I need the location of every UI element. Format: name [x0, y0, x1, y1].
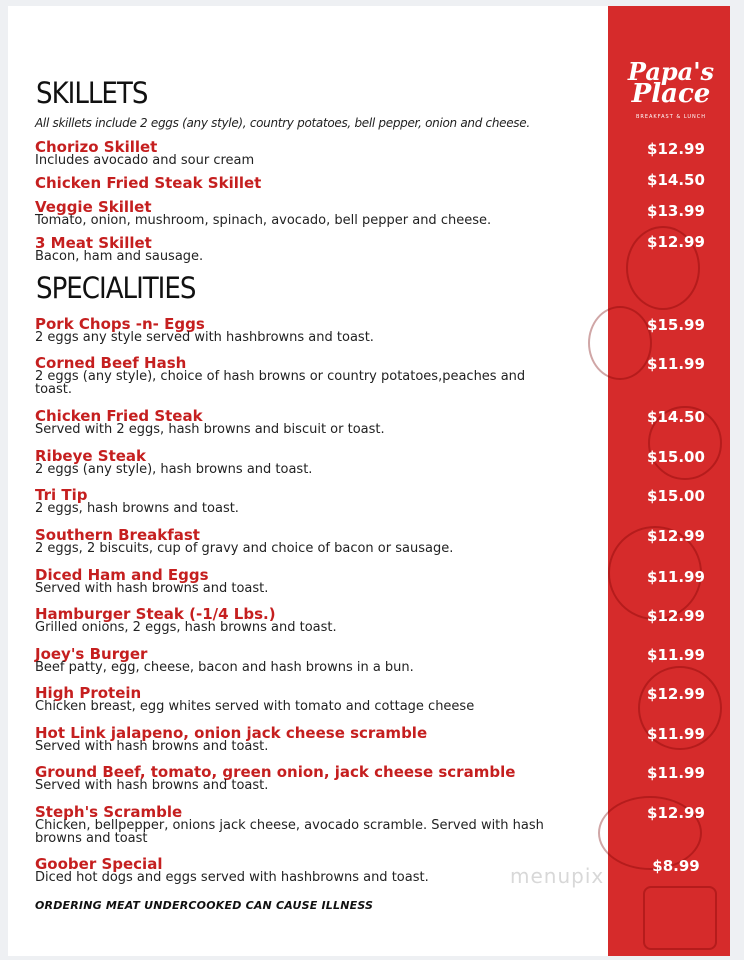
logo-line2: Place [631, 79, 711, 109]
item-name: Steph's Scramble [35, 803, 183, 821]
food-safety-disclaimer: ORDERING MEAT UNDERCOOKED CAN CAUSE ILLNESS [35, 899, 374, 912]
logo-subtitle: BREAKFAST & LUNCH [635, 114, 707, 120]
item-price: $12.99 [647, 804, 705, 822]
menu-item [35, 317, 595, 344]
papas-place-logo [614, 50, 728, 130]
skillets-note: All skillets include 2 eggs (any style), country potatoes, bell pepper, onion and cheese. [35, 116, 530, 130]
item-name: Corned Beef Hash [35, 354, 187, 372]
menu-page [8, 6, 730, 956]
item-price: $15.00 [647, 448, 705, 466]
item-price: $12.99 [647, 685, 705, 703]
item-price: $8.99 [652, 857, 700, 875]
item-description: 2 eggs (any style), hash browns and toast. [35, 462, 313, 477]
menu-item [35, 236, 595, 263]
item-price: $12.99 [647, 233, 705, 251]
menu-item [35, 647, 595, 674]
item-price: $12.99 [647, 607, 705, 625]
menu-item [35, 686, 595, 713]
item-description: Bacon, ham and sausage. [35, 249, 204, 264]
item-price: $12.99 [647, 527, 705, 545]
item-name: Ribeye Steak [35, 447, 147, 465]
item-name: Veggie Skillet [35, 198, 152, 216]
item-price: $14.50 [647, 408, 705, 426]
watermark-text: menupix [510, 864, 605, 888]
item-description: Served with hash browns and toast. [35, 739, 269, 754]
menu-item [35, 449, 595, 476]
item-description: 2 eggs (any style), choice of hash browns or country potatoes,peaches and toast. [35, 369, 526, 397]
menu-item [35, 200, 595, 227]
item-price: $14.50 [647, 171, 705, 189]
item-price: $15.99 [647, 316, 705, 334]
skillets-heading: SKILLETS [36, 76, 148, 110]
item-description: Beef patty, egg, cheese, bacon and hash browns in a bun. [35, 660, 414, 675]
item-name: Goober Special [35, 855, 163, 873]
menu-item [35, 528, 595, 555]
item-price: $13.99 [647, 202, 705, 220]
decorative-doodle [643, 886, 717, 950]
item-price: $11.99 [647, 764, 705, 782]
item-name: 3 Meat Skillet [35, 234, 152, 252]
item-name: High Protein [35, 684, 142, 702]
menu-item [35, 140, 595, 167]
menu-item [35, 607, 595, 634]
menu-item [35, 765, 595, 792]
item-description: Includes avocado and sour cream [35, 153, 255, 168]
item-description: 2 eggs any style served with hashbrowns and toast. [35, 330, 374, 345]
item-name: Diced Ham and Eggs [35, 566, 209, 584]
item-price: $12.99 [647, 140, 705, 158]
item-description: Served with hash browns and toast. [35, 778, 269, 793]
item-price: $11.99 [647, 568, 705, 586]
menu-item [35, 805, 555, 845]
item-description: Grilled onions, 2 eggs, hash browns and toast. [35, 620, 337, 635]
item-name: Chicken Fried Steak [35, 407, 203, 425]
menu-item [35, 568, 595, 595]
item-name: Joey's Burger [35, 645, 148, 663]
item-name: Hot Link jalapeno, onion jack cheese scramble [35, 724, 428, 742]
item-price: $11.99 [647, 355, 705, 373]
item-description: 2 eggs, 2 biscuits, cup of gravy and choice of bacon or sausage. [35, 541, 454, 556]
item-name: Ground Beef, tomato, green onion, jack cheese scramble [35, 763, 516, 781]
logo-line1: Papa's [627, 57, 715, 86]
item-name: Chicken Fried Steak Skillet [35, 174, 262, 192]
menu-item [35, 488, 595, 515]
item-name: Chorizo Skillet [35, 138, 158, 156]
menu-item [35, 356, 555, 396]
item-name: Tri Tip [35, 486, 88, 504]
specialities-heading: SPECIALITIES [36, 271, 196, 305]
item-price: $15.00 [647, 487, 705, 505]
menu-item [35, 726, 595, 753]
item-name: Hamburger Steak (-1/4 Lbs.) [35, 605, 276, 623]
menu-item [35, 176, 595, 190]
item-description: Served with 2 eggs, hash browns and biscuit or toast. [35, 422, 385, 437]
item-name: Pork Chops -n- Eggs [35, 315, 205, 333]
item-description: Diced hot dogs and eggs served with hashbrowns and toast. [35, 870, 429, 885]
item-name: Southern Breakfast [35, 526, 200, 544]
item-description: Chicken, bellpepper, onions jack cheese, avocado scramble. Served with hash browns and toast [35, 818, 544, 846]
item-description: 2 eggs, hash browns and toast. [35, 501, 239, 516]
item-description: Served with hash browns and toast. [35, 581, 269, 596]
item-description: Chicken breast, egg whites served with tomato and cottage cheese [35, 699, 475, 714]
menu-item [35, 409, 595, 436]
item-price: $11.99 [647, 725, 705, 743]
item-price: $11.99 [647, 646, 705, 664]
item-description: Tomato, onion, mushroom, spinach, avocado, bell pepper and cheese. [35, 213, 492, 228]
